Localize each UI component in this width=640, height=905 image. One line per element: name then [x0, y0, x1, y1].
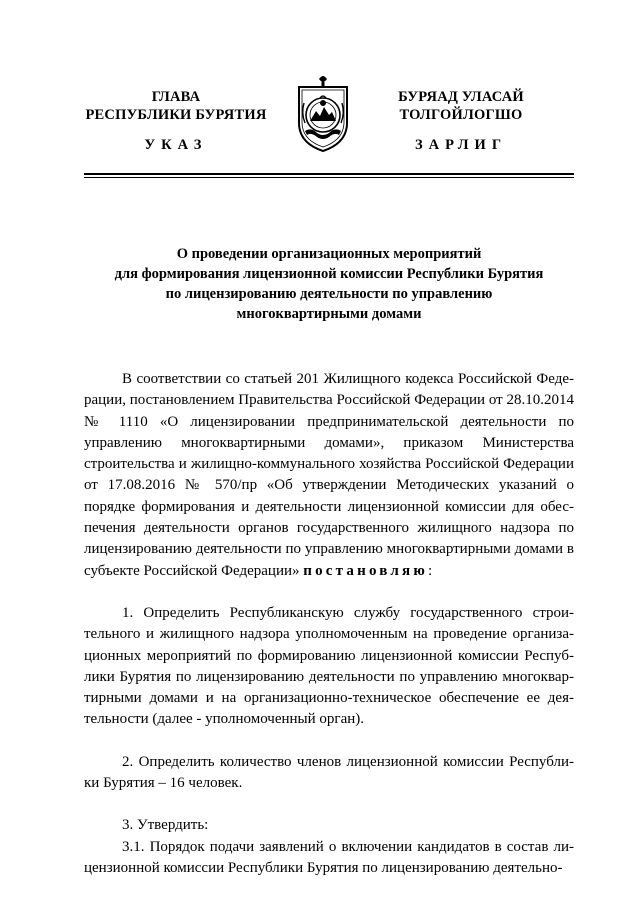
item-3-paragraph: 3. Утвердить:	[122, 817, 209, 834]
preamble-end: :	[427, 562, 433, 579]
preamble-text: В соответствии со статьей 201 Жилищного кодекса Российской Федерации, постановлением Правительства Российской Федерации от 28.10.2014 № 1110 «О лицензировании предпринимательской деятельности по управлению многоквартирными домами», приказом Министерства строительства и жилищно-коммунального хозяйства Российской Федерации от 17.08.2016 № 570/пр «Об утверждении Методических указаний о порядке формирования и деятельности лицензионной комиссии для обеспечения деятельности органов государственного жилищного надзора по лицензированию деятельности по управлению многоквартирными домами в субъекте Российской Федерации»	[84, 371, 574, 579]
zarlig-label: ЗАРЛИГ	[414, 137, 508, 153]
title-line: для формирования лицензионной комиссии Республики Бурятия	[114, 266, 544, 282]
preamble-paragraph	[84, 369, 574, 582]
coat-of-arms-buryatia-icon	[291, 73, 355, 155]
title-line: по лицензированию деятельности по управлению	[165, 286, 493, 302]
header-left	[78, 88, 274, 124]
header-divider-thick	[84, 173, 574, 175]
header-right-line2: ТОЛГОЙЛОГШО	[399, 107, 523, 123]
item-3-1-paragraph: 3.1. Порядок подачи заявлений о включении кандидатов в состав лицензионной комиссии Республики Бурятия по лицензированию деятельно-	[84, 838, 574, 876]
decree-title	[90, 244, 568, 324]
header-left-line2: РЕСПУБЛИКИ БУРЯТИЯ	[85, 107, 267, 123]
header-right-line1: БУРЯАД УЛАСАЙ	[398, 89, 524, 105]
header-right	[374, 88, 548, 124]
item-1-paragraph: 1. Определить Республиканскую службу государственного строительного и жилищного надзора уполномоченным на проведение организационных мероприятий по формированию лицензионной комиссии Республики Бурятия по лицензированию деятельности по управлению многоквартирными домами и на организационно-техническое обеспечение ее деятельности (далее - уполномоченный орган).	[84, 604, 574, 728]
decree-body	[84, 369, 574, 879]
title-line: многоквартирными домами	[236, 306, 422, 322]
ukaz-label: УКАЗ	[144, 137, 208, 153]
header-divider-thin	[84, 177, 574, 178]
item-2-paragraph: 2. Определить количество членов лицензионной комиссии Республики Бурятия – 16 человек.	[84, 753, 574, 792]
decree-word: постановляю	[303, 562, 428, 579]
header-left-line1: ГЛАВА	[151, 89, 201, 105]
title-line: О проведении организационных мероприятий	[176, 246, 482, 262]
